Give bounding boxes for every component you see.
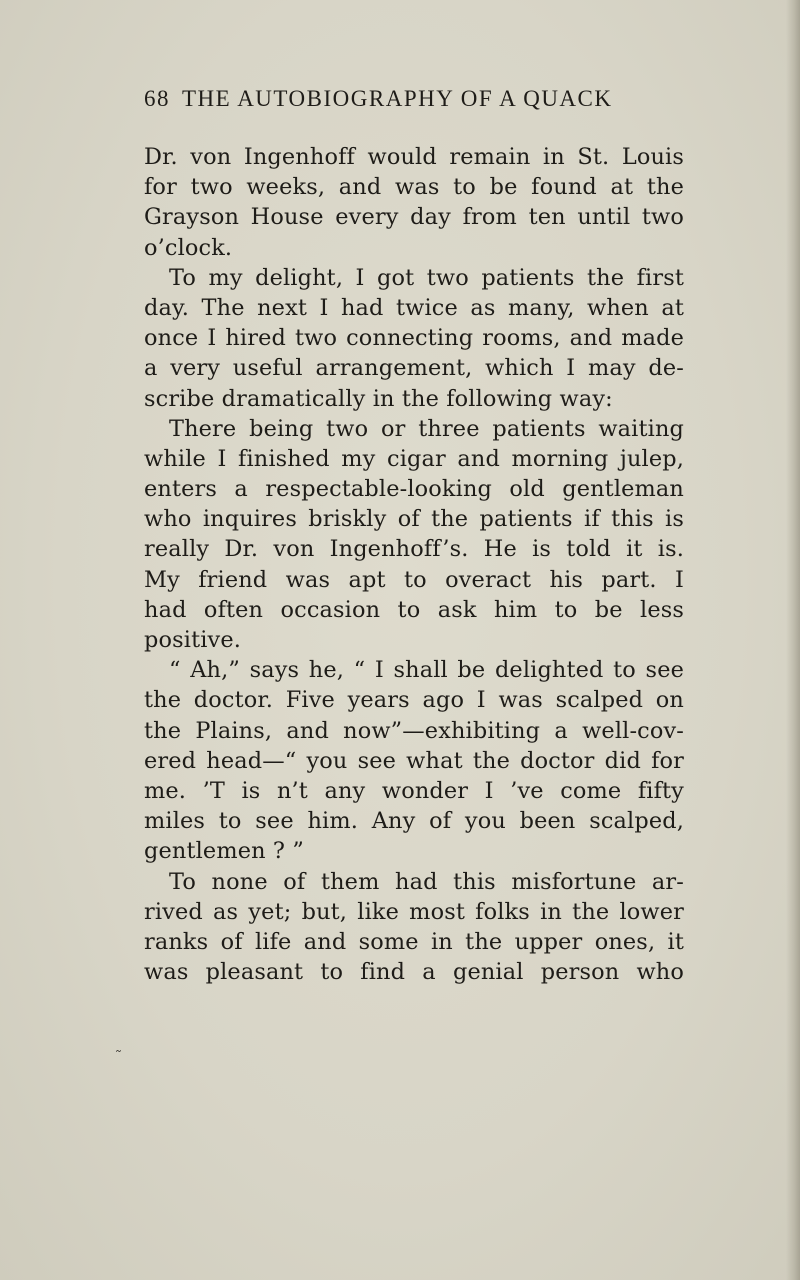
body-text — [144, 142, 684, 987]
text-line: was pleasant to find a genial person who — [144, 959, 684, 986]
text-line: rived as yet; but, like most folks in the lower — [144, 898, 684, 925]
running-title: THE AUTOBIOGRAPHY OF A QUACK — [182, 86, 613, 111]
text-line: miles to see him. Any of you been scalped, — [144, 808, 684, 835]
text-line: a very useful arrangement, which I may de- — [144, 355, 684, 382]
page-number: 68 — [144, 86, 170, 111]
page-edge-shadow — [786, 0, 800, 1280]
text-line: ered head—“ you see what the doctor did for — [144, 747, 684, 774]
text-line: To none of them had this misfortune ar- — [169, 868, 684, 895]
text-line: really Dr. von Ingenhoff’s. He is told it is. — [144, 536, 684, 563]
text-line: while I finished my cigar and morning julep, — [144, 445, 684, 472]
text-line: My friend was apt to overact his part. I — [144, 566, 684, 593]
text-line: scribe dramatically in the following way: — [144, 385, 613, 412]
text-line: Dr. von Ingenhoff would remain in St. Louis — [144, 144, 684, 170]
text-line: once I hired two connecting rooms, and made — [144, 325, 684, 352]
text-line: the Plains, and now”—exhibiting a well-cov- — [144, 717, 684, 744]
text-line: the doctor. Five years ago I was scalped on — [144, 687, 684, 714]
text-line: o’clock. — [144, 234, 233, 261]
text-line: positive. — [144, 627, 241, 653]
text-line: who inquires briskly of the patients if this is — [144, 506, 684, 533]
text-line: “ Ah,” says he, “ I shall be delighted to see — [169, 657, 684, 684]
text-line: me. ’T is n’t any wonder I ’ve come fifty — [144, 777, 684, 804]
text-line: ranks of life and some in the upper ones, it — [144, 928, 684, 955]
running-head — [144, 86, 664, 114]
text-line: gentlemen ? ” — [144, 838, 304, 865]
text-line: There being two or three patients waiting — [169, 415, 684, 442]
stray-ink-mark: ˜ — [115, 1049, 122, 1065]
text-line: had often occasion to ask him to be less — [144, 596, 684, 623]
text-line: To my delight, I got two patients the first — [169, 264, 684, 291]
text-line: day. The next I had twice as many, when at — [144, 294, 684, 321]
text-line: enters a respectable-looking old gentleman — [144, 476, 684, 503]
text-line: for two weeks, and was to be found at the — [144, 174, 684, 201]
text-line: Grayson House every day from ten until two — [144, 204, 684, 231]
